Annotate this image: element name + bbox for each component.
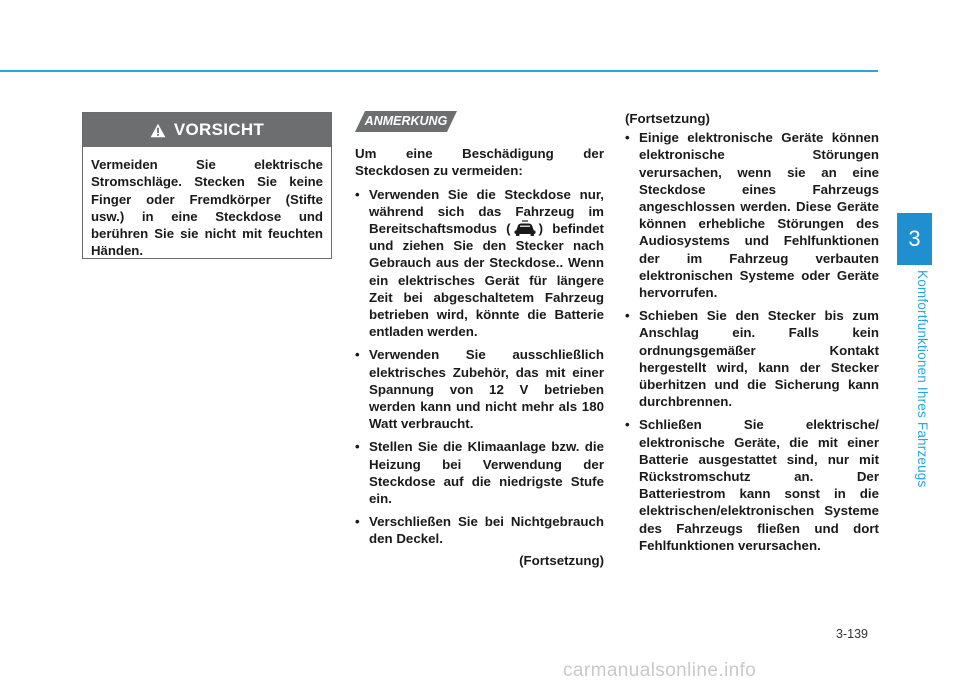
caution-text: Vermeiden Sie elektrische Stromschläge. Stecken Sie keine Finger oder Fremdkörper (Stifte usw.) in eine Steckdose und berühren Sie sie nicht mit feuchten Händen. — [91, 157, 323, 259]
list-item: • Verwenden Sie ausschließlich elektrisches Zubehör, das mit einer Spannung von 12 V betrieben werden kann und nicht mehr als 180 Watt verbraucht. — [355, 346, 604, 432]
continuation-list — [625, 129, 879, 554]
continuation-column — [625, 110, 879, 560]
list-item: • Verwenden Sie die Steckdose nur, während sich das Fahrzeug im Bereitschaftsmodus ( ) befindet und ziehen Sie den Stecker nach Gebrauch aus der Steckdose.. Wenn ein elektrisches Gerät für längere Zeit bei abgeschaltetem Fahrzeug betrieben wird, könnte die Batterie entladen werden. — [355, 186, 604, 341]
list-item: • Schließen Sie elektrische/ elektronische Geräte, die mit einer Batterie ausgestattet sind, nur mit Rückstromschutz an. Der Batteriestrom kann sonst in die elektrischen/elektronischen Systeme des Fahrzeugs fließen und dort Fehlfunktionen verursachen. — [625, 416, 879, 554]
list-item: • Einige elektronische Geräte können elektronische Störungen verursachen, wenn sie an eine Steckdose eines Fahrzeugs angeschlossen werden. Diese Geräte können erhebliche Störungen des Audiosystems und Fehlfunktionen der im Fahrzeug verbauten elektronischen Systeme oder Geräte hervorrufen. — [625, 129, 879, 301]
list-item: • Stellen Sie die Klimaanlage bzw. die Heizung bei Verwendung der Steckdose auf die niedrigste Stufe ein. — [355, 438, 604, 507]
note-badge — [355, 111, 457, 132]
watermark: carmanualsonline.info — [563, 660, 757, 681]
list-item: • Verschließen Sie bei Nichtgebrauch den Deckel. — [355, 513, 604, 547]
note-list — [355, 186, 604, 548]
list-item: • Schieben Sie den Stecker bis zum Anschlag ein. Falls kein ordnungsgemäßer Kontakt hergestellt wird, kann der Stecker überhitzen und die Sicherung kann durchbrennen. — [625, 307, 879, 410]
chapter-number: 3 — [908, 226, 921, 251]
note-column — [355, 111, 604, 569]
caution-header — [83, 113, 331, 147]
continuation-heading: (Fortsetzung) — [625, 111, 710, 126]
caution-heading: VORSICHT — [173, 120, 265, 139]
page-number: 3-139 — [836, 627, 868, 641]
chapter-tab — [897, 213, 932, 265]
note-badge-label: ANMERKUNG — [364, 113, 448, 128]
caution-box — [82, 112, 332, 259]
top-rule — [0, 70, 878, 72]
vehicle-ready-icon — [512, 220, 538, 237]
note-intro: Um eine Beschädigung der Steckdosen zu vermeiden: — [355, 146, 604, 179]
chapter-title: Komfortfunktionen Ihres Fahrzeugs — [915, 270, 930, 488]
continued-label: (Fortsetzung) — [519, 552, 604, 568]
warning-triangle-icon — [150, 123, 166, 138]
